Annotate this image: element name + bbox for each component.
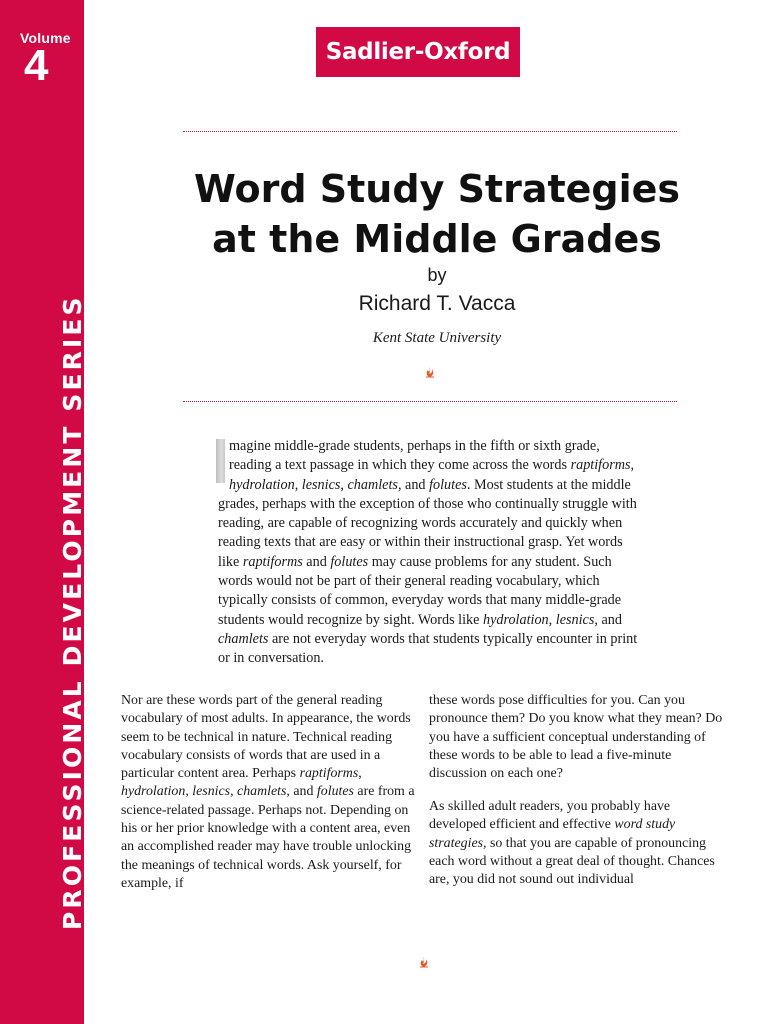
separator: , xyxy=(630,457,635,474)
body-column-right-paragraph-1 xyxy=(429,692,725,783)
title-line-1: Word Study Strategies xyxy=(193,167,681,211)
volume-number: 4 xyxy=(24,41,49,90)
term-hydrolation: hydrolation xyxy=(229,476,295,493)
term-chamlets: chamlets xyxy=(347,476,398,493)
page-title xyxy=(120,164,754,264)
middle-divider xyxy=(183,401,677,402)
intro-text-5: are not everyday words that students typically encounter in print or in conversation. xyxy=(218,630,638,667)
term-word-study-strategies: word study strategies xyxy=(429,817,676,851)
separator: , and xyxy=(594,611,622,628)
separator: , xyxy=(294,476,302,493)
separator: , and xyxy=(397,476,430,493)
separator: , xyxy=(185,784,193,800)
intro-text-3: . Most students at the middle grades, perhaps with the exception of those who continually struggle with reading, are capable of recognizing words accurately and quickly when reading texts that are easy or within their instructional grasp. Yet words like xyxy=(218,476,637,570)
term-folutes: folutes xyxy=(316,784,354,800)
term-raptiforms: raptiforms xyxy=(570,457,631,474)
left-text-2: are from a science-related passage. Perhaps not. Depending on his or her prior knowledge with a content area, even an accomplished reader may have trouble unlocking the meanings of technical words. Ask yourself, for example, if xyxy=(121,784,415,891)
volume-label: Volume xyxy=(20,30,71,46)
separator: , and xyxy=(286,784,317,800)
series-title: PROFESSIONAL DEVELOPMENT SERIES xyxy=(58,294,87,930)
separator: , xyxy=(230,784,238,800)
term-hydrolation: hydrolation xyxy=(482,611,549,628)
separator: , xyxy=(340,476,348,493)
term-lesnics: lesnics xyxy=(192,784,231,800)
author-name: Richard T. Vacca xyxy=(358,292,516,315)
term-lesnics: lesnics xyxy=(555,611,595,628)
body-column-left xyxy=(121,692,417,893)
drop-cap xyxy=(216,439,225,483)
top-divider xyxy=(183,131,677,132)
separator: , xyxy=(358,766,362,782)
separator: , xyxy=(548,611,556,628)
term-raptiforms: raptiforms xyxy=(299,766,359,782)
term-raptiforms: raptiforms xyxy=(242,553,303,570)
right-text-2a: As skilled adult readers, you probably have developed efficient and effective xyxy=(429,799,671,833)
term-folutes: folutes xyxy=(429,476,467,493)
author-affiliation: Kent State University xyxy=(372,330,502,346)
intro-text-1: magine middle-grade students, perhaps in the fifth or sixth grade, xyxy=(229,438,600,454)
byline: by xyxy=(427,265,447,285)
term-hydrolation: hydrolation xyxy=(121,784,186,800)
flame-ornament-icon xyxy=(418,956,430,968)
left-text-1: Nor are these words part of the general reading vocabulary of most adults. In appearance, the words seem to be technical in nature. Technical reading vocabulary consists of words that are used in a particular content area. Perhaps xyxy=(121,693,411,782)
term-chamlets: chamlets xyxy=(237,784,287,800)
title-line-2: at the Middle Grades xyxy=(212,217,662,261)
right-text-2b: , so that you are capable of pronouncing each word without a great deal of thought. Chances are, you did not sound out individual xyxy=(429,835,715,888)
term-chamlets: chamlets xyxy=(218,630,269,647)
intro-text-2: reading a text passage in which they come across the words xyxy=(229,457,568,474)
flame-ornament-icon xyxy=(424,366,436,378)
body-column-right-paragraph-2 xyxy=(429,798,725,889)
term-folutes: folutes xyxy=(330,553,369,570)
term-lesnics: lesnics xyxy=(301,476,341,493)
intro-text-4: may cause problems for any student. Such words would not be part of their general reading vocabulary, which typically consists of common, everyday words that many middle-grade students would recognize by sight. Words like xyxy=(218,553,622,628)
right-text-1: these words pose difficulties for you. Can you pronounce them? Do you know what they mean? Do you have a sufficient conceptual understanding of these words to be able to lead a five-minute discussion on each one? xyxy=(429,693,723,782)
publisher-logo: Sadlier-Oxford xyxy=(316,27,520,77)
intro-paragraph xyxy=(218,437,638,669)
sidebar-band xyxy=(0,0,87,1024)
separator: and xyxy=(302,553,331,570)
